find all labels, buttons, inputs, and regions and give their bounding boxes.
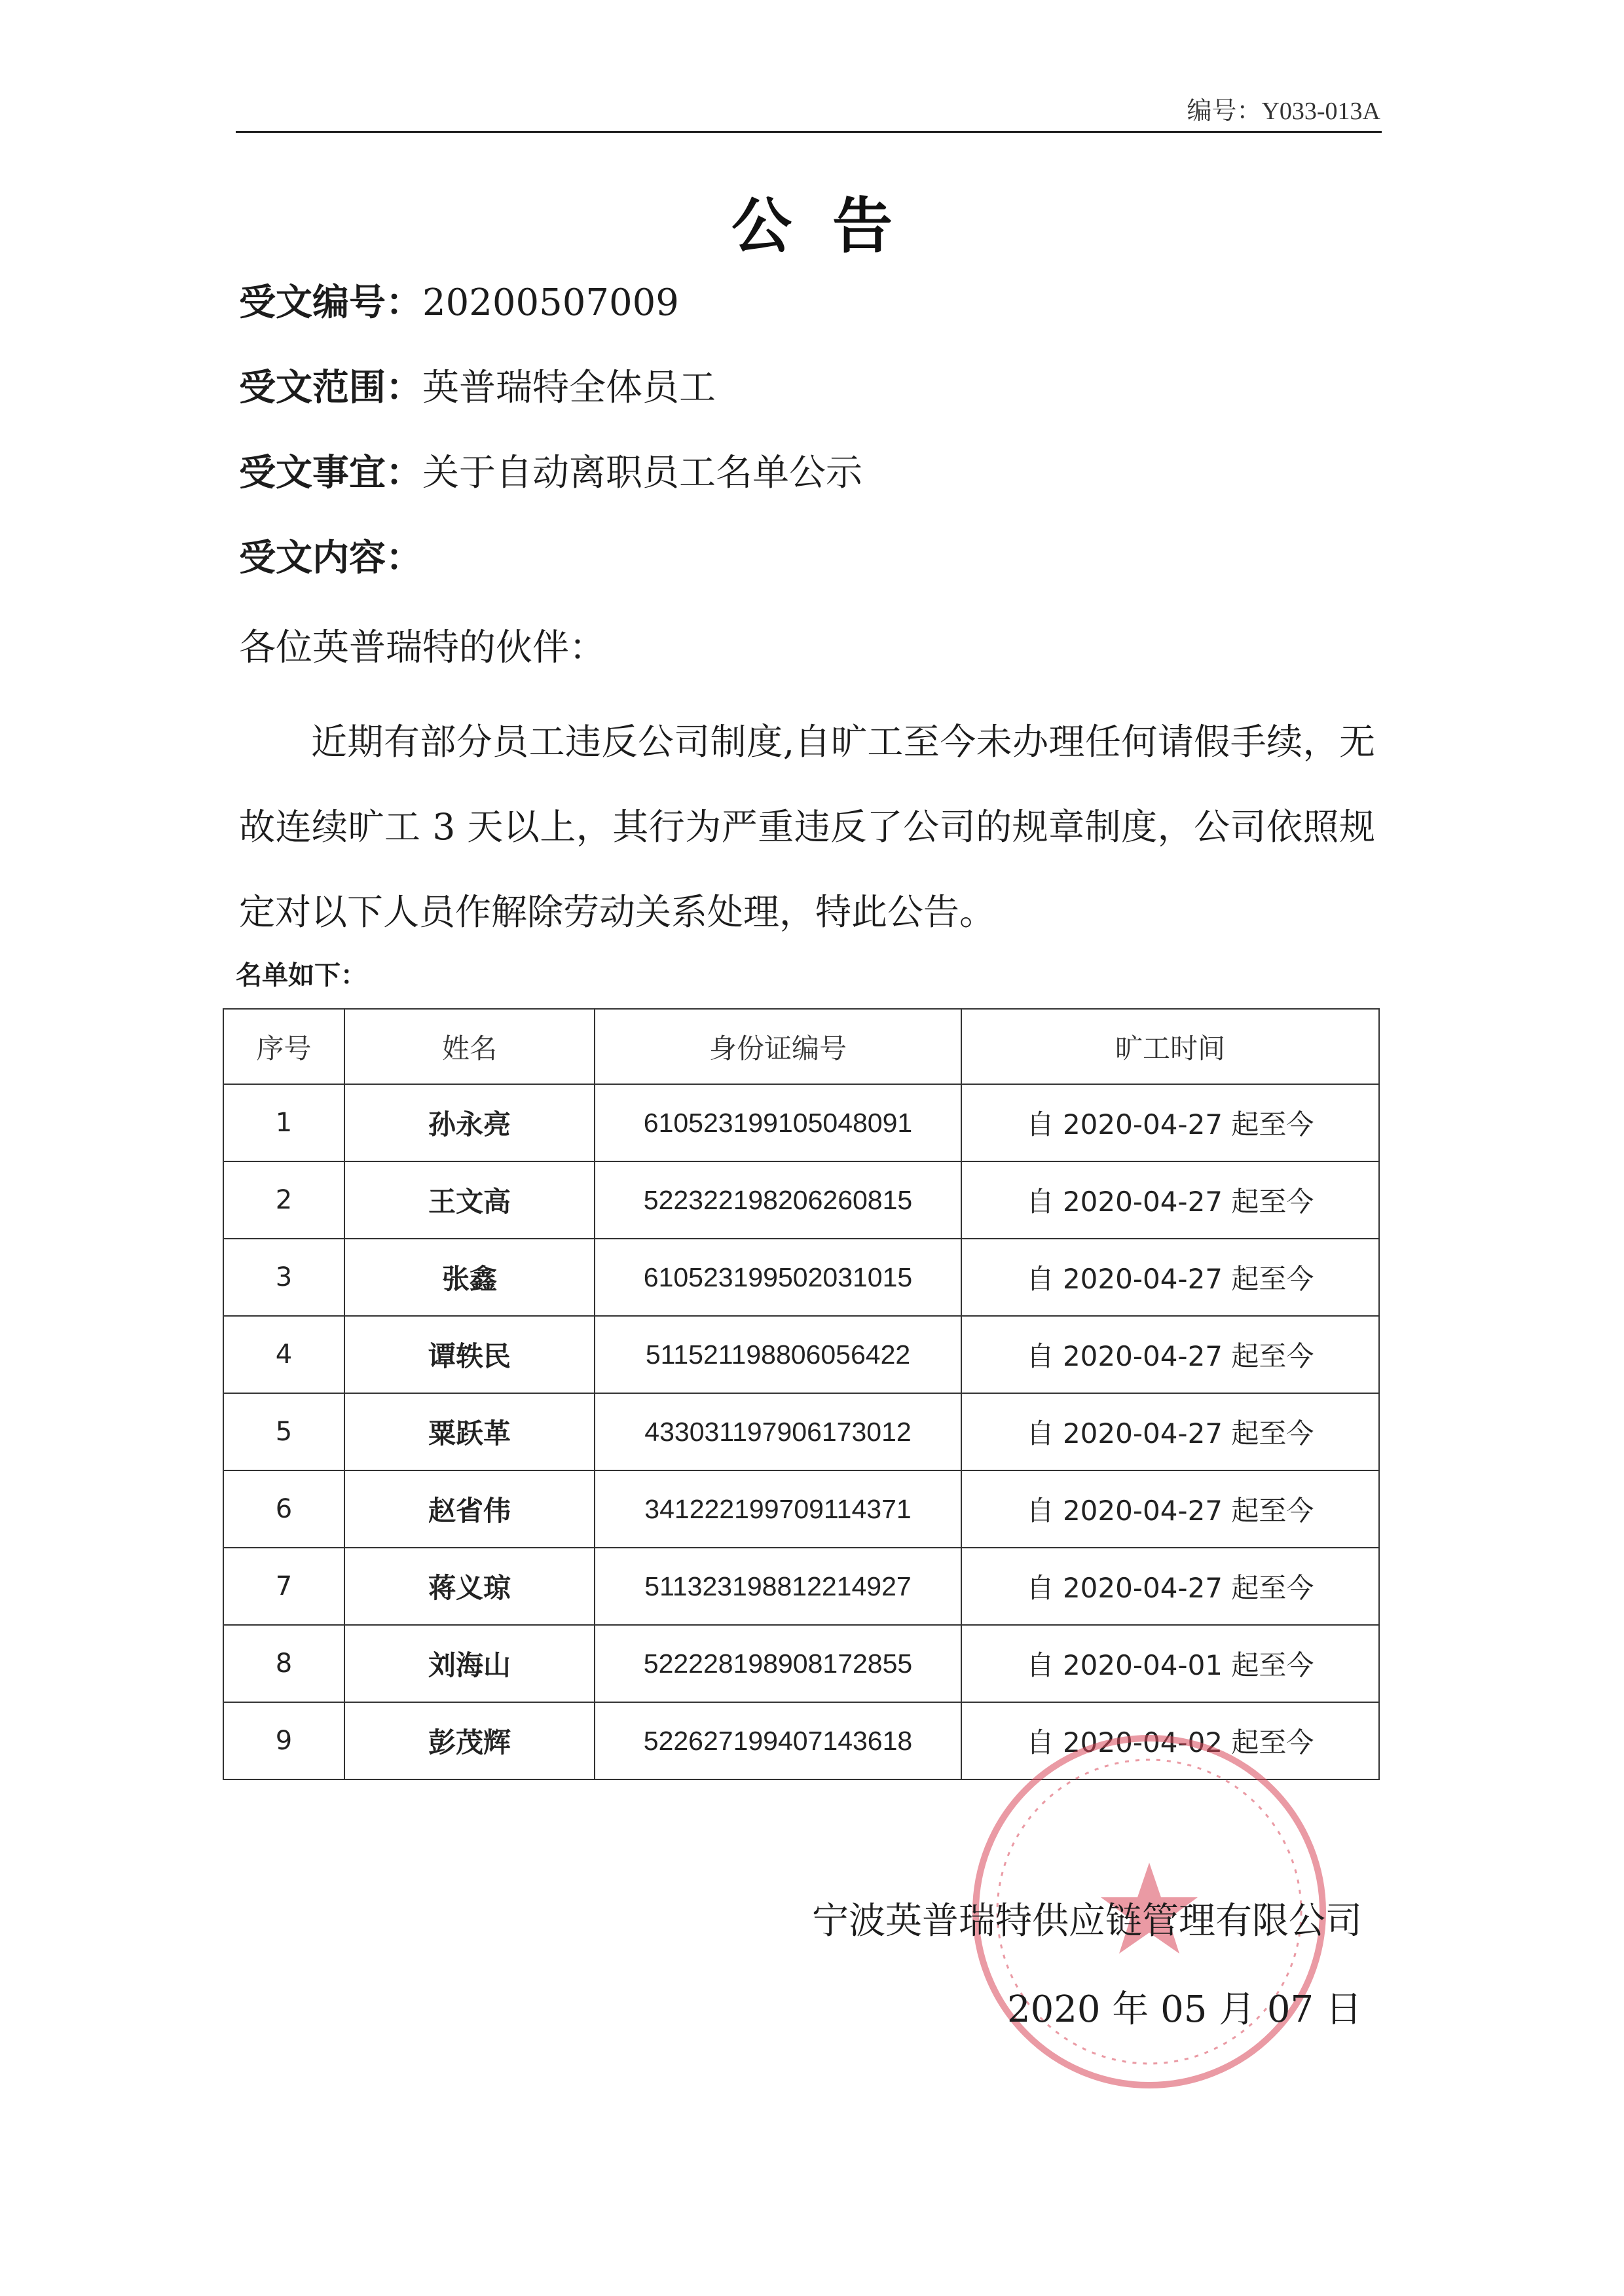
cell-period: 自 2020-04-27 起至今	[961, 1548, 1379, 1625]
cell-name: 赵省伟	[344, 1470, 595, 1548]
greeting: 各位英普瑞特的伙伴：	[239, 627, 606, 669]
field-subject	[239, 444, 862, 496]
header-seq: 序号	[223, 1009, 344, 1084]
issue-date: 2020 年 05 月 07 日	[1006, 1988, 1362, 2031]
body-paragraph: 近期有部分员工违反公司制度,自旷工至今未办理任何请假手续，无故连续旷工 3 天以上，其行为严重违反了公司的规章制度，公司依照规定对以下人员作解除劳动关系处理，特此公告。	[239, 721, 1375, 933]
table-row	[223, 1161, 1379, 1239]
table-row	[223, 1084, 1379, 1161]
table-row	[223, 1625, 1379, 1702]
field-label: 受文范围：	[239, 367, 422, 409]
cell-name: 孙永亮	[344, 1084, 595, 1161]
cell-id-number: 522228198908172855	[595, 1625, 961, 1702]
cell-id-number: 522627199407143618	[595, 1702, 961, 1779]
cell-seq: 9	[223, 1702, 344, 1779]
page-title: 公告	[731, 191, 933, 261]
table-row	[223, 1548, 1379, 1625]
field-scope	[239, 359, 716, 411]
cell-name: 王文高	[344, 1161, 595, 1239]
cell-id-number: 341222199709114371	[595, 1470, 961, 1548]
list-label: 名单如下：	[236, 960, 367, 991]
cell-seq: 7	[223, 1548, 344, 1625]
cell-period: 自 2020-04-02 起至今	[961, 1702, 1379, 1779]
header-name: 姓名	[344, 1009, 595, 1084]
cell-period: 自 2020-04-27 起至今	[961, 1470, 1379, 1548]
header-rule	[236, 131, 1382, 133]
field-value: 20200507009	[422, 282, 679, 324]
table-row	[223, 1239, 1379, 1316]
cell-id-number: 610523199502031015	[595, 1239, 961, 1316]
field-label: 受文编号：	[239, 282, 422, 324]
cell-period: 自 2020-04-27 起至今	[961, 1084, 1379, 1161]
cell-period: 自 2020-04-27 起至今	[961, 1393, 1379, 1470]
cell-seq: 1	[223, 1084, 344, 1161]
cell-name: 刘海山	[344, 1625, 595, 1702]
field-label: 受文事宜：	[239, 452, 422, 494]
field-label: 受文内容：	[239, 537, 422, 579]
cell-period: 自 2020-04-27 起至今	[961, 1161, 1379, 1239]
cell-seq: 2	[223, 1161, 344, 1239]
cell-seq: 6	[223, 1470, 344, 1548]
header-absence-period: 旷工时间	[961, 1009, 1379, 1084]
cell-name: 蒋义琼	[344, 1548, 595, 1625]
cell-name: 张鑫	[344, 1239, 595, 1316]
cell-name: 谭轶民	[344, 1316, 595, 1393]
cell-id-number: 511323198812214927	[595, 1548, 961, 1625]
table-header-row	[223, 1009, 1379, 1084]
cell-name: 彭茂辉	[344, 1702, 595, 1779]
cell-id-number: 511521198806056422	[595, 1316, 961, 1393]
table-row	[223, 1393, 1379, 1470]
cell-period: 自 2020-04-27 起至今	[961, 1316, 1379, 1393]
field-value: 英普瑞特全体员工	[422, 367, 716, 409]
field-content	[239, 529, 422, 581]
cell-seq: 5	[223, 1393, 344, 1470]
cell-id-number: 522322198206260815	[595, 1161, 961, 1239]
cell-seq: 4	[223, 1316, 344, 1393]
field-document-no	[239, 274, 679, 326]
table-row	[223, 1316, 1379, 1393]
issuer-company: 宁波英普瑞特供应链管理有限公司	[812, 1900, 1362, 1942]
cell-seq: 8	[223, 1625, 344, 1702]
cell-id-number: 433031197906173012	[595, 1393, 961, 1470]
header-id-number: 身份证编号	[595, 1009, 961, 1084]
dismissal-table	[223, 1008, 1380, 1780]
cell-period: 自 2020-04-01 起至今	[961, 1625, 1379, 1702]
cell-name: 粟跃革	[344, 1393, 595, 1470]
field-value: 关于自动离职员工名单公示	[422, 452, 862, 494]
document-number: 编号：Y033-013A	[1187, 98, 1380, 125]
table-row	[223, 1470, 1379, 1548]
cell-seq: 3	[223, 1239, 344, 1316]
cell-period: 自 2020-04-27 起至今	[961, 1239, 1379, 1316]
cell-id-number: 610523199105048091	[595, 1084, 961, 1161]
